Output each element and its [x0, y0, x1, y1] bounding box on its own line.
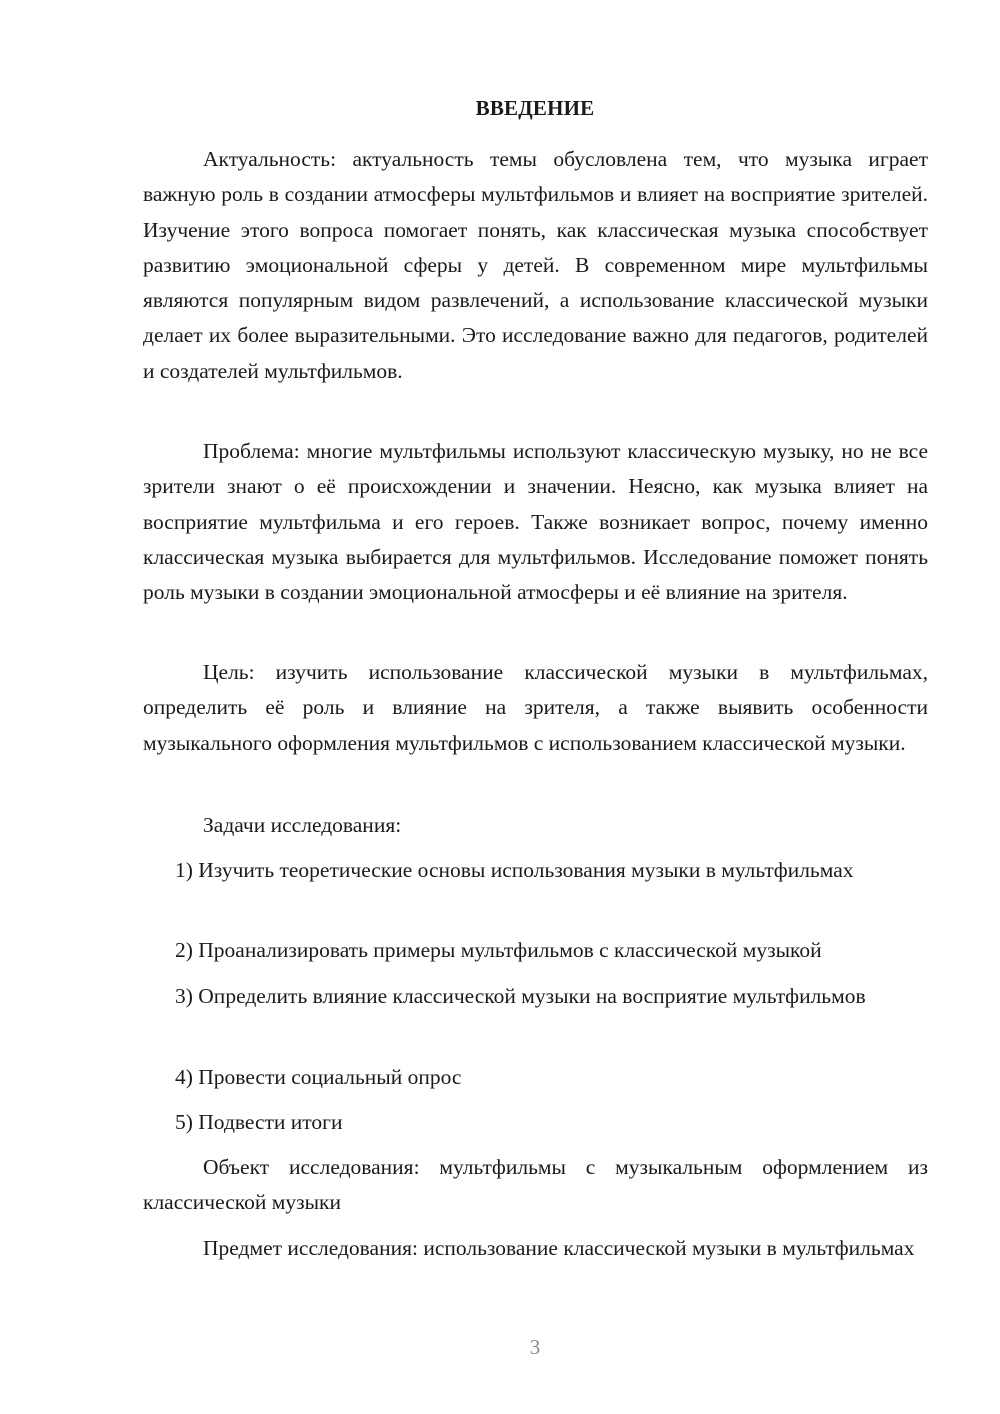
goal-paragraph: Цель: изучить использование классической музыки в мультфильмах, определить её роль и влияние на зрителя, а также выявить особенности музыкального оформления мультфильмов с использованием классической музыки. [143, 660, 928, 755]
task-item-3: 3) Определить влияние классической музыки на восприятие мультфильмов [175, 984, 866, 1008]
tasks-title: Задачи исследования: [203, 813, 402, 837]
problem-paragraph: Проблема: многие мультфильмы используют классическую музыку, но не все зрители знают о её происхождении и значении. Неясно, как музыка влияет на восприятие мультфильма и его героев. Также возникает вопрос, почему именно классическая музыка выбирается для мультфильмов. Исследование поможет понять роль музыки в создании эмоциональной атмосферы и её влияние на зрителя. [143, 439, 928, 605]
relevance-paragraph: Актуальность: актуальность темы обусловлена тем, что музыка играет важную роль в создании атмосферы мультфильмов и влияет на восприятие зрителей. Изучение этого вопроса помогает понять, как классическая музыка способствует развитию эмоциональной сферы у детей. В современном мире мультфильмы являются популярным видом развлечений, а использование классической музыки делает их более выразительными. Это исследование важно для педагогов, родителей и создателей мультфильмов. [143, 147, 928, 383]
object-paragraph: Объект исследования: мультфильмы с музыкальным оформлением из классической музыки [143, 1155, 928, 1215]
task-item-2: 2) Проанализировать примеры мультфильмов с классической музыкой [175, 938, 822, 962]
page-title: ВВЕДЕНИЕ [475, 96, 595, 120]
task-item-1: 1) Изучить теоретические основы использования музыки в мультфильмах [175, 858, 854, 882]
page-number: 3 [529, 1335, 541, 1359]
task-item-5: 5) Подвести итоги [175, 1110, 343, 1134]
subject-paragraph: Предмет исследования: использование классической музыки в мультфильмах [203, 1236, 915, 1260]
task-item-4: 4) Провести социальный опрос [175, 1065, 462, 1089]
